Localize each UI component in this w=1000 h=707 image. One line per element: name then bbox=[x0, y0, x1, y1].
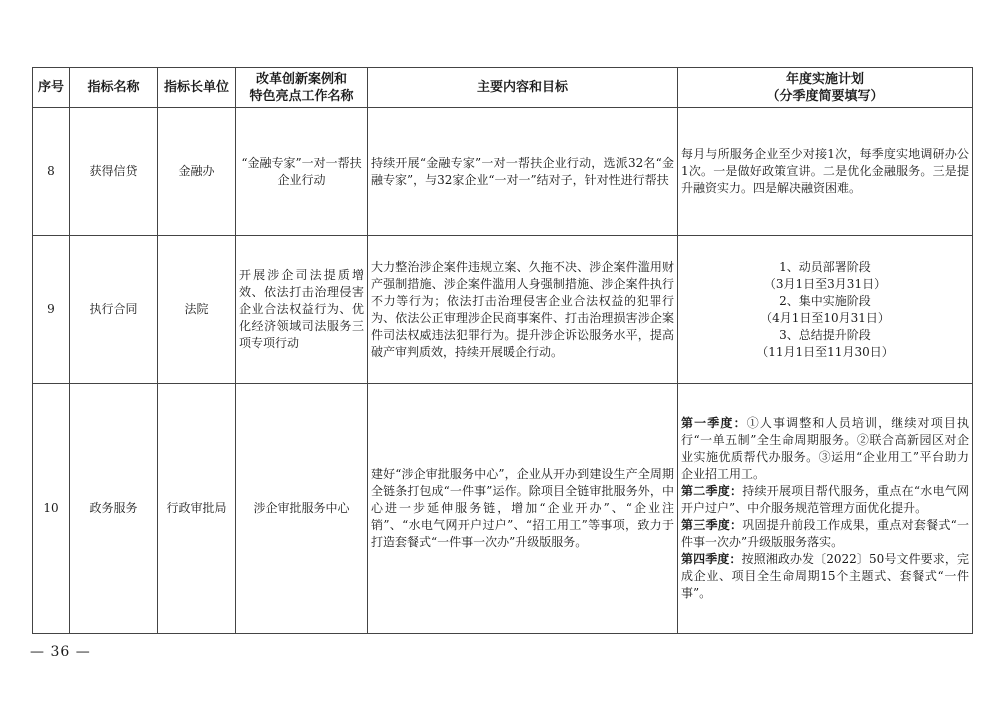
quarter-1-text: ①人事调整和人员培训，继续对项目执行“一单五制”全生命周期服务。②联合高新园区对企业实施优质帮代办服务。③运用“企业用工”平台助力企业招工用工。 bbox=[681, 416, 969, 481]
plan-quarter-1 bbox=[681, 415, 969, 483]
table-row bbox=[33, 236, 973, 384]
row-indicator: 政务服务 bbox=[70, 384, 158, 634]
plan-quarter-4 bbox=[681, 551, 969, 602]
table-row bbox=[33, 384, 973, 634]
header-content: 主要内容和目标 bbox=[368, 68, 678, 108]
plan-quarter-2 bbox=[681, 483, 969, 517]
header-indicator: 指标名称 bbox=[70, 68, 158, 108]
plan-phase-2: 2、集中实施阶段 bbox=[779, 293, 871, 308]
row-indicator: 执行合同 bbox=[70, 236, 158, 384]
quarter-2-label: 第二季度： bbox=[681, 484, 743, 498]
row-reform: 涉企审批服务中心 bbox=[236, 384, 368, 634]
indicator-table bbox=[32, 67, 973, 634]
row-lead-unit: 金融办 bbox=[158, 108, 236, 236]
row-plan bbox=[678, 384, 973, 634]
header-plan-line1: 年度实施计划 bbox=[785, 71, 864, 87]
header-reform-line2: 特色亮点工作名称 bbox=[249, 88, 354, 104]
row-plan: 每月与所服务企业至少对接1次，每季度实地调研办公1次。一是做好政策宣讲。二是优化金融服务。三是提升融资实力。四是解决融资困难。 bbox=[678, 108, 973, 236]
quarter-1-label: 第一季度： bbox=[681, 416, 747, 430]
quarter-3-text: 巩固提升前段工作成果，重点对套餐式“一件事一次办”升级版服务落实。 bbox=[681, 518, 969, 549]
plan-phase-1-dates: （3月1日至3月31日） bbox=[763, 276, 887, 291]
row-seq: 8 bbox=[33, 108, 70, 236]
plan-phase-3-dates: （11月1日至11月30日） bbox=[756, 344, 894, 359]
plan-phase-1: 1、动员部署阶段 bbox=[779, 259, 871, 274]
header-lead-unit: 指标长单位 bbox=[158, 68, 236, 108]
header-reform bbox=[236, 68, 368, 108]
quarter-2-text: 持续开展项目帮代服务，重点在“水电气网开户过户”、中介服务规范管理方面优化提升。 bbox=[681, 484, 969, 515]
row-content: 大力整治涉企案件违规立案、久拖不决、涉企案件滥用财产强制措施、涉企案件滥用人身强制措施、涉企案件执行不力等行为；依法打击治理侵害企业合法权益的犯罪行为、依法公正审理涉企民商事案件、打击治理损害涉企案件司法权威违法犯罪行为。提升涉企诉讼服务水平，提高破产审判质效，持续开展暖企行动。 bbox=[368, 236, 678, 384]
row-seq: 10 bbox=[33, 384, 70, 634]
row-seq: 9 bbox=[33, 236, 70, 384]
plan-phase-2-dates: （4月1日至10月31日） bbox=[760, 310, 890, 325]
plan-quarter-3 bbox=[681, 517, 969, 551]
table-row bbox=[33, 108, 973, 236]
row-reform: “金融专家”一对一帮扶企业行动 bbox=[236, 108, 368, 236]
quarter-3-label: 第三季度： bbox=[681, 518, 743, 532]
header-plan-line2: （分季度简要填写） bbox=[766, 88, 884, 104]
quarter-4-text: 按照湘政办发〔2022〕50号文件要求，完成企业、项目全生命周期15个主题式、套餐式“一件事”。 bbox=[681, 552, 969, 600]
plan-phase-3: 3、总结提升阶段 bbox=[779, 327, 871, 342]
row-lead-unit: 法院 bbox=[158, 236, 236, 384]
header-reform-line1: 改革创新案例和 bbox=[255, 71, 347, 87]
table-header-row bbox=[33, 68, 973, 108]
row-reform: 开展涉企司法提质增效、依法打击治理侵害企业合法权益行为、优化经济领域司法服务三项专项行动 bbox=[236, 236, 368, 384]
header-seq: 序号 bbox=[33, 68, 70, 108]
row-content: 持续开展“金融专家”一对一帮扶企业行动，选派32名“金融专家”，与32家企业“一对一”结对子，针对性进行帮扶 bbox=[368, 108, 678, 236]
quarter-4-label: 第四季度： bbox=[681, 552, 742, 566]
row-lead-unit: 行政审批局 bbox=[158, 384, 236, 634]
page-number: — 36 — bbox=[30, 644, 91, 660]
row-plan bbox=[678, 236, 973, 384]
row-indicator: 获得信贷 bbox=[70, 108, 158, 236]
row-content: 建好“涉企审批服务中心”，企业从开办到建设生产全周期全链条打包成“一件事”运作。除项目全链审批服务外，中心进一步延伸服务链，增加“企业开办”、“企业注销”、“水电气网开户过户”、“招工用工”等事项，致力于打造套餐式“一件事一次办”升级版服务。 bbox=[368, 384, 678, 634]
header-plan bbox=[678, 68, 973, 108]
